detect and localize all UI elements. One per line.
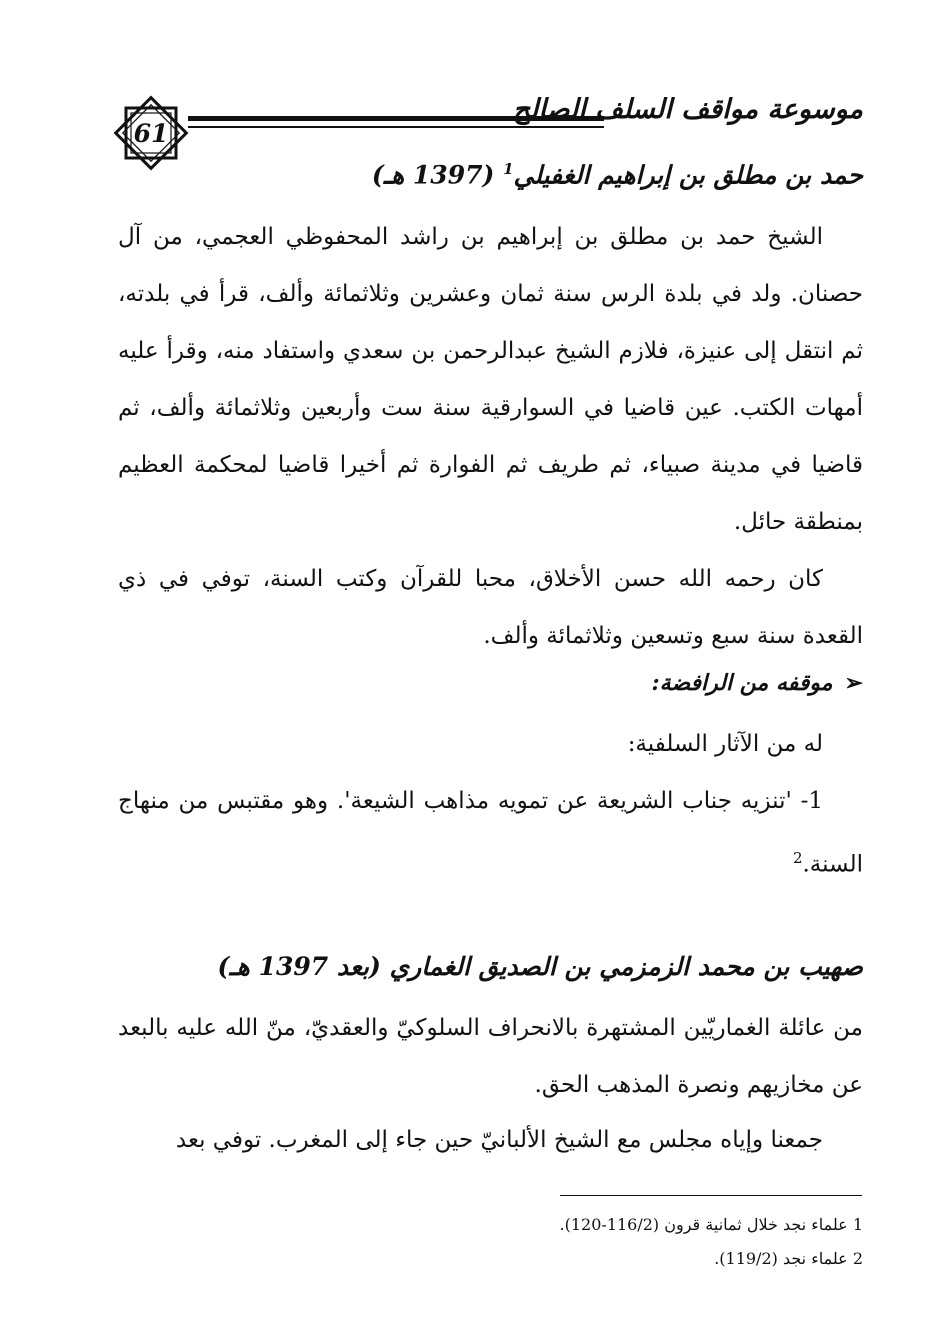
footnote-number: 2 (852, 1249, 863, 1268)
entry-paragraph: جمعنا وإياه مجلس مع الشيخ الألبانيّ حين جاء إلى المغرب. توفي بعد (175, 1127, 823, 1153)
entry-title (372, 160, 863, 189)
stance-heading-text: موقفه من الرافضة: (651, 670, 833, 696)
page-number: 61 (133, 118, 169, 148)
entry-title (218, 952, 863, 981)
footnote-item (118, 1208, 863, 1242)
entry-title-date: (بعد 1397 هـ) (217, 952, 381, 981)
footnote-text: علماء نجد خلال ثمانية قرون (116/2-120). (559, 1215, 848, 1234)
death-paragraph: كان رحمه الله حسن الأخلاق، محبا للقرآن وكتب السنة، توفي في ذي القعدة سنة سبع وتسعين وثلاثمائة وألف. (118, 566, 863, 649)
footnote-ref: 2 (792, 849, 803, 867)
footnote-separator (560, 1195, 862, 1196)
stance-heading (652, 670, 863, 696)
footnote-number: 1 (852, 1215, 863, 1234)
entry-title-name: حمد بن مطلق بن إبراهيم الغفيلي (513, 160, 863, 190)
work-item (118, 773, 863, 894)
entry-title-name: صهيب بن محمد الزمزمي بن الصديق الغماري (389, 952, 863, 981)
footnotes (118, 1208, 863, 1276)
bio-paragraph: الشيخ حمد بن مطلق بن إبراهيم بن راشد المحفوظي العجمي، من آل حصنان. ولد في بلدة الرس سنة ثمان وعشرين وثلاثمائة وألف، قرأ في بلدته، ثم انتقل إلى عنيزة، فلازم الشيخ عبدالرحمن بن سعدي واستفاد منه، وقرأ عليه أمهات الكتب. عين قاضيا في السوارقية سنة ست وأربعين وثلاثمائة وألف، ثم قاضيا في مدينة صبياء، ثم طريف ثم الفوارة ثم أخيرا قاضيا لمحكمة العظيم بمنطقة حائل. (118, 224, 863, 535)
work-item-text: 1- 'تنزيه جناب الشريعة عن تمويه مذاهب الشيعة'. وهو مقتبس من منهاج السنة. (118, 788, 863, 878)
footnote-ref: 1 (503, 160, 514, 178)
arrow-bullet-icon: ➢ (844, 670, 863, 696)
footnote-text: علماء نجد (119/2). (714, 1249, 848, 1268)
footnote-item (118, 1242, 863, 1276)
book-title: موسوعة مواقف السلف الصالح (512, 94, 863, 125)
entry-paragraph: من عائلة الغماريّين المشتهرة بالانحراف السلوكيّ والعقديّ، منّ الله عليه بالبعد عن مخازيهم ونصرة المذهب الحق. (118, 1015, 863, 1098)
entry-title-date: (1397 هـ) (371, 160, 495, 190)
works-intro: له من الآثار السلفية: (627, 731, 823, 757)
header-rule-thin (188, 126, 604, 128)
